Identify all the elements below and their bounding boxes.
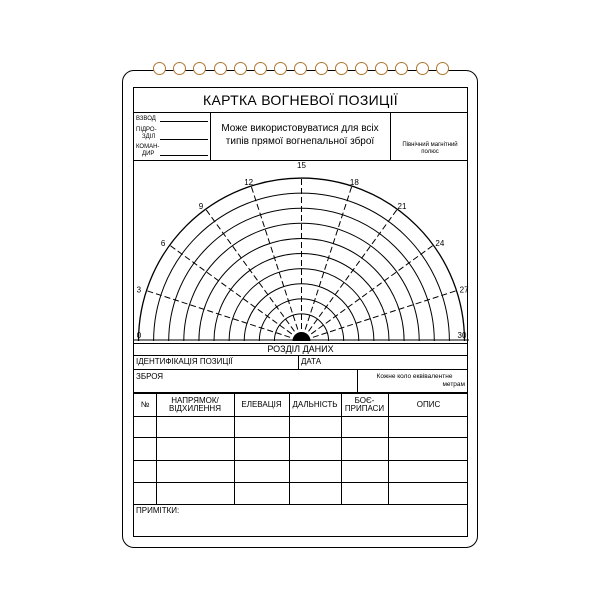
dial-tick-label: 9 <box>198 201 204 211</box>
binding-ring <box>193 62 206 75</box>
dial-tick-label: 18 <box>349 178 359 188</box>
position-id-label: ІДЕНТИФІКАЦІЯ ПОЗИЦІЇ <box>136 357 233 366</box>
north-label-line-2: полюс <box>421 149 439 155</box>
binding-ring <box>294 62 307 75</box>
table-column-divider <box>341 393 342 504</box>
unit-field[interactable] <box>160 139 208 140</box>
binding-ring <box>315 62 328 75</box>
table-row[interactable] <box>134 460 467 461</box>
range-dial[interactable] <box>134 160 469 343</box>
binding-ring <box>375 62 388 75</box>
ring-scale-line-2: метрам <box>442 381 465 388</box>
dial-tick-label: 30 <box>457 331 467 340</box>
binding-ring <box>274 62 287 75</box>
table-row[interactable] <box>134 482 467 483</box>
north-pole-box[interactable] <box>391 112 469 160</box>
table-row[interactable] <box>134 437 467 438</box>
date-label: ДАТА <box>301 357 322 366</box>
binding-ring <box>436 62 449 75</box>
weapon-row <box>134 370 467 393</box>
spiral-binding <box>150 58 450 80</box>
binding-ring <box>153 62 166 75</box>
position-row <box>134 355 467 370</box>
ring-scale-line-1: Кожне коло еквівалентне <box>376 373 453 380</box>
table-row[interactable] <box>134 504 467 505</box>
table-column-divider <box>234 393 235 504</box>
dial-tick-label: 6 <box>160 238 166 248</box>
dial-tick-label: 27 <box>459 285 469 295</box>
commander-label-1: КОМАН- <box>136 144 160 150</box>
dial-tick-label: 12 <box>244 178 254 188</box>
dial-tick-label: 15 <box>297 161 306 170</box>
header-block <box>134 112 467 161</box>
table-header <box>134 393 467 417</box>
dial-tick-label: 3 <box>136 285 142 295</box>
col-description: ОПИС <box>416 400 441 409</box>
binding-ring <box>254 62 267 75</box>
table-column-divider <box>156 393 157 504</box>
date-field[interactable] <box>299 355 469 369</box>
binding-ring <box>395 62 408 75</box>
table-column-divider <box>289 393 290 504</box>
unit-label-1: ПІДРО- <box>136 127 157 133</box>
usage-note-line-1: Може використовуватися для всіх <box>221 123 379 134</box>
binding-ring <box>416 62 429 75</box>
position-id-field[interactable] <box>134 355 299 369</box>
weapon-label: ЗБРОЯ <box>136 372 164 381</box>
col-number: № <box>140 400 150 409</box>
col-range: ДАЛЬНІСТЬ <box>292 400 338 409</box>
data-section-title: РОЗДІЛ ДАНИХ <box>134 343 467 356</box>
binding-ring <box>234 62 247 75</box>
north-label-line-1: Північний магнітний <box>402 142 458 148</box>
col-direction: НАПРЯМОК/ ВІДХИЛЕННЯ <box>169 396 221 413</box>
unit-label-2: ЗДІЛ <box>142 134 156 140</box>
col-elevation: ЕЛЕВАЦІЯ <box>241 400 282 409</box>
table-column-divider <box>388 393 389 504</box>
weapon-field[interactable] <box>134 370 358 392</box>
commander-field[interactable] <box>160 155 208 156</box>
unit-fields <box>134 112 211 160</box>
binding-ring <box>173 62 186 75</box>
binding-ring <box>355 62 368 75</box>
binding-ring <box>335 62 348 75</box>
platoon-label: ВЗВОД <box>136 116 156 122</box>
dial-tick-label: 24 <box>435 238 445 248</box>
dial-tick-label: 0 <box>136 331 142 340</box>
card-title: КАРТКА ВОГНЕВОЇ ПОЗИЦІЇ <box>134 88 467 113</box>
usage-note-line-2: типів прямої вогнепальної зброї <box>225 136 375 147</box>
ring-scale-field[interactable] <box>358 370 469 392</box>
commander-label-2: ДИР <box>142 151 155 157</box>
usage-note <box>210 112 391 160</box>
platoon-field[interactable] <box>160 121 208 122</box>
dial-tick-label: 21 <box>397 201 407 211</box>
col-ammo: БОЄ- ПРИПАСИ <box>344 396 385 413</box>
notes-label: ПРИМІТКИ: <box>136 506 180 515</box>
card-frame <box>133 87 468 537</box>
binding-ring <box>214 62 227 75</box>
